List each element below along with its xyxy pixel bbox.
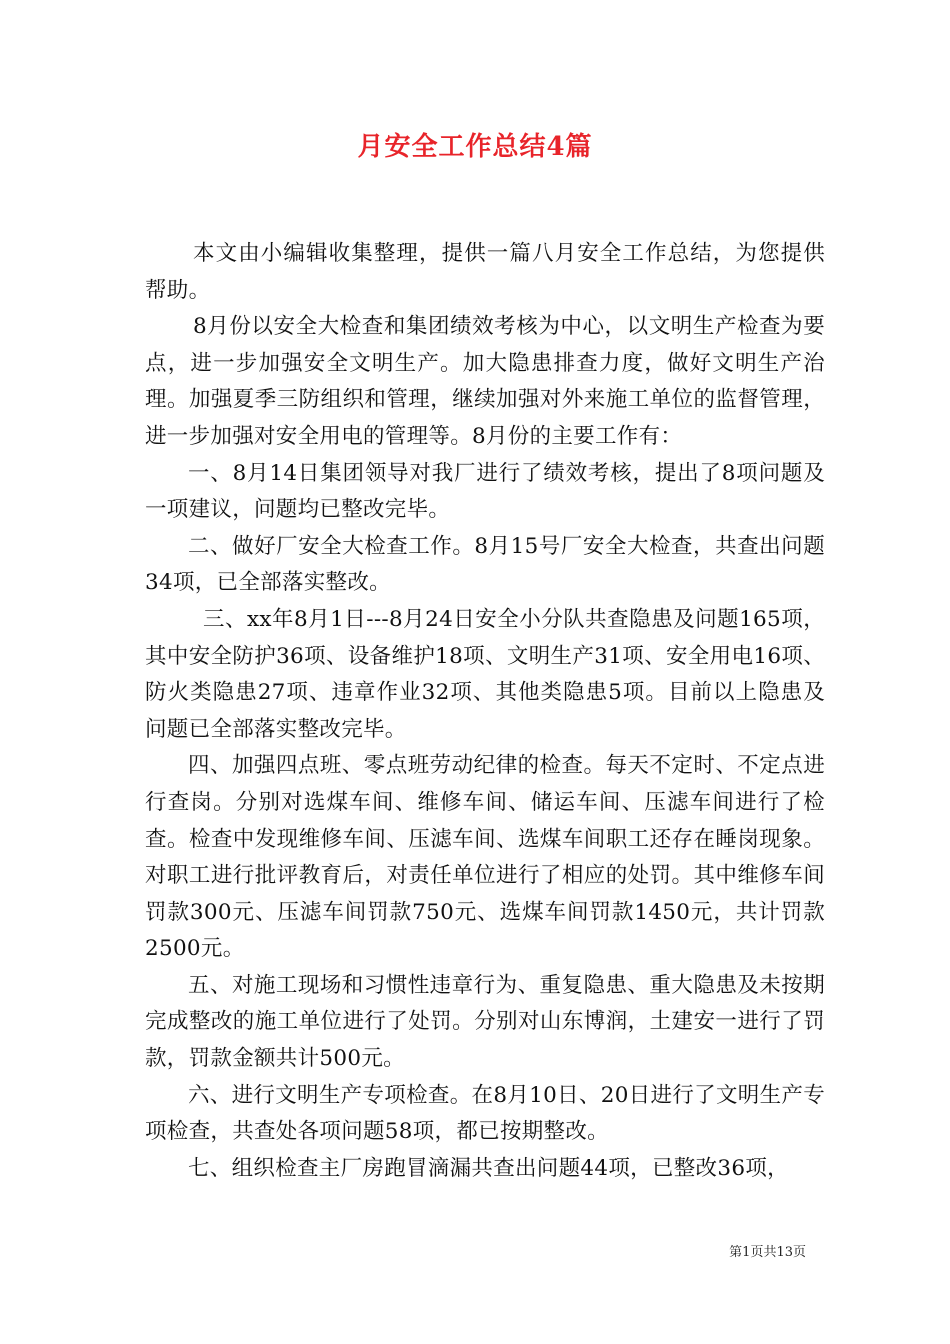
paragraph-item-5: 五、对施工现场和习惯性违章行为、重复隐患、重大隐患及未按期完成整改的施工单位进行了处罚。分别对山东博润，土建安一进行了罚款，罚款金额共计500元。 [145, 972, 825, 1072]
paragraph-item-2: 二、做好厂安全大检查工作。8月15号厂安全大检查，共查出问题34项，已全部落实整改。 [145, 533, 825, 596]
paragraph-item-6: 六、进行文明生产专项检查。在8月10日、20日进行了文明生产专项检查，共查处各项问题58项，都已按期整改。 [145, 1082, 825, 1145]
paragraph-item-3: 三、xx年8月1日---8月24日安全小分队共查隐患及问题165项，其中安全防护36项、设备维护18项、文明生产31项、安全用电16项、防火类隐患27项、违章作业32项、其他类隐患5项。目前以上隐患及问题已全部落实整改完毕。 [145, 606, 825, 742]
paragraph-item-7: 七、组织检查主厂房跑冒滴漏共查出问题44项，已整改36项， [188, 1155, 789, 1181]
document-title: 月安全工作总结4篇 [357, 132, 593, 162]
document-body [145, 236, 825, 1187]
paragraph-intro: 本文由小编辑收集整理，提供一篇八月安全工作总结，为您提供帮助。 [145, 241, 825, 303]
paragraph-item-1: 一、8月14日集团领导对我厂进行了绩效考核，提出了8项问题及一项建议，问题均已整改完毕。 [145, 460, 825, 523]
page-number-footer: 第1页共13页 [729, 1245, 806, 1260]
paragraph-item-4: 四、加强四点班、零点班劳动纪律的检查。每天不定时、不定点进行查岗。分别对选煤车间、维修车间、储运车间、压滤车间进行了检查。检查中发现维修车间、压滤车间、选煤车间职工还存在睡岗现象。对职工进行批评教育后，对责任单位进行了相应的处罚。其中维修车间罚款300元、压滤车间罚款750元、选煤车间罚款1450元，共计罚款2500元。 [145, 753, 825, 962]
paragraph-overview: 8月份以安全大检查和集团绩效考核为中心，以文明生产检查为要点，进一步加强安全文明生产。加大隐患排查力度，做好文明生产治理。加强夏季三防组织和管理，继续加强对外来施工单位的监督管理，进一步加强对安全用电的管理等。8月份的主要工作有： [145, 314, 825, 449]
